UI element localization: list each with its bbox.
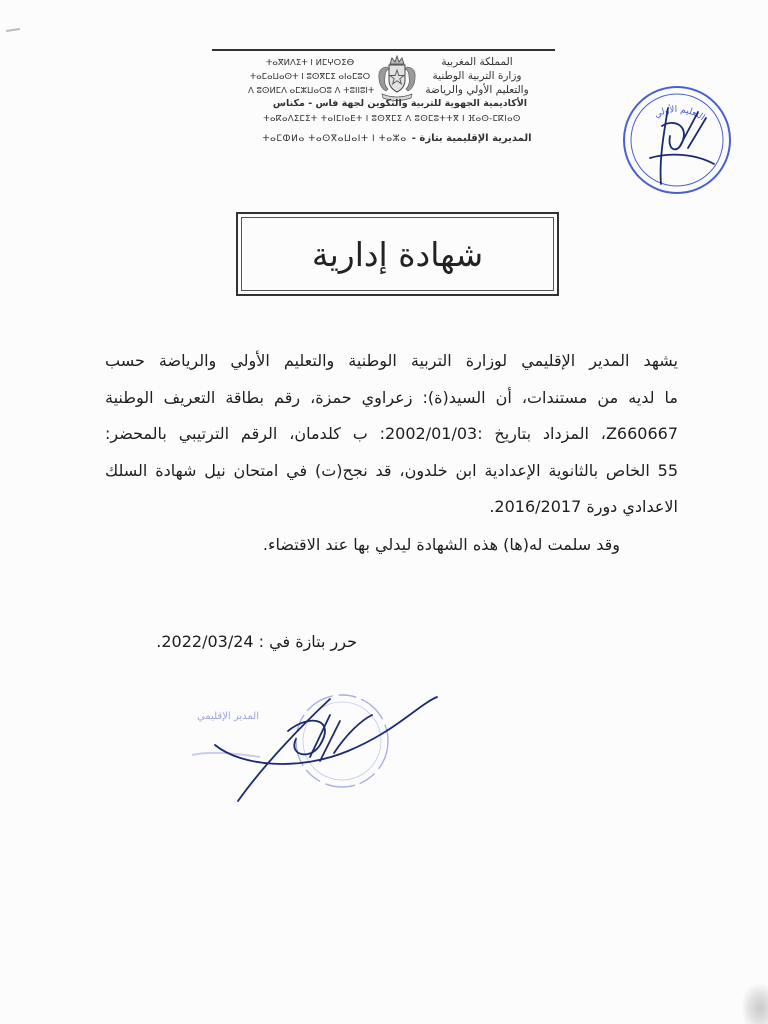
- signature-strokes: [650, 108, 714, 184]
- academy-name-arabic: الأكاديمية الجهوية للتربية والتكوين لجهة فاس - مكناس: [272, 98, 528, 109]
- directorate-name-arabic: المديرية الإقليمية بتازة -: [411, 133, 532, 144]
- director-stamp-and-signature: [170, 675, 445, 810]
- header-rule: [212, 49, 555, 51]
- stamp-lettering-path: التعليم الأولي: [652, 104, 707, 124]
- academy-name-tifinagh: ⵜⴰⴽⴰⴷⵉⵎⵉⵜ ⵜⴰⵏⵎⵏⴰⴹⵜ ⵏ ⵓⵙⴳⵎⵉ ⴷ ⵓⵙⵎⵓⵜⵜⴳ ⵏ ⴼⴰⵙ-ⵎⴽⵏⴰⵙ: [263, 114, 521, 124]
- certificate-body: [105, 343, 678, 526]
- title-frame-inner: [241, 217, 554, 291]
- directorate-name-tifinagh: ⵜⴰⵎⵀⵍⴰ ⵜⴰⵙⴳⴰⵡⴰⵏⵜ ⵏ ⵜⴰⵣⴰ: [262, 133, 407, 144]
- scan-artifact: [742, 984, 768, 1024]
- header-tifinagh-line: ⵜⴰⵎⴰⵡⴰⵙⵜ ⵏ ⵓⵙⴳⵎⵉ ⴰⵏⴰⵎⵓⵔ: [249, 72, 371, 82]
- header-arabic-line: وزارة التربية الوطنية: [432, 70, 522, 82]
- header-tifinagh-line: ⴷ ⵓⵙⵍⵎⴷ ⴰⵎⵣⵡⴰⵔⵓ ⴷ ⵜⵓⵏⵏⵓⵏⵜ: [248, 86, 375, 96]
- body-line: الاعدادي دورة 2016/2017.: [489, 497, 678, 516]
- header-arabic-line: والتعليم الأولي والرياضة: [425, 84, 529, 96]
- scan-artifact: [6, 28, 20, 32]
- body-line: Z660667، المزداد بتاريخ :2002/01/03: ب كلدمان، الرقم الترتيبي بالمحضر:: [105, 424, 679, 443]
- place-and-date: حرر بتازة في : 2022/03/24.: [156, 632, 357, 651]
- header-arabic-line: المملكة المغربية: [441, 56, 513, 68]
- stamp-lettering: المدير الإقليمي: [196, 711, 260, 722]
- coat-of-arms-emblem: [372, 53, 422, 103]
- closing-statement: وقد سلمت له(ها) هذه الشهادة ليدلي بها عند الاقتضاء.: [262, 535, 620, 554]
- header-tifinagh-line: ⵜⴰⴳⵍⴷⵉⵜ ⵏ ⵍⵎⵖⵔⵉⴱ: [265, 58, 355, 68]
- directorate-line: [262, 133, 532, 144]
- header-tifinagh: [248, 56, 375, 98]
- header-arabic: [425, 55, 529, 97]
- body-line: ما لديه من مستندات، أن السيد(ة): زعراوي حمزة، رقم بطاقة التعريف الوطنية: [105, 387, 678, 407]
- body-line: 55 الخاص بالثانوية الإعدادية ابن خلدون، قد نجح(ت) في امتحان نيل شهادة السلك: [105, 460, 678, 480]
- official-stamp-top-right: [612, 82, 742, 198]
- body-line: يشهد المدير الإقليمي لوزارة التربية الوطنية والتعليم الأولي والرياضة حسب: [105, 351, 678, 370]
- document-title: شهادة إدارية: [311, 234, 484, 274]
- title-frame: [236, 212, 559, 296]
